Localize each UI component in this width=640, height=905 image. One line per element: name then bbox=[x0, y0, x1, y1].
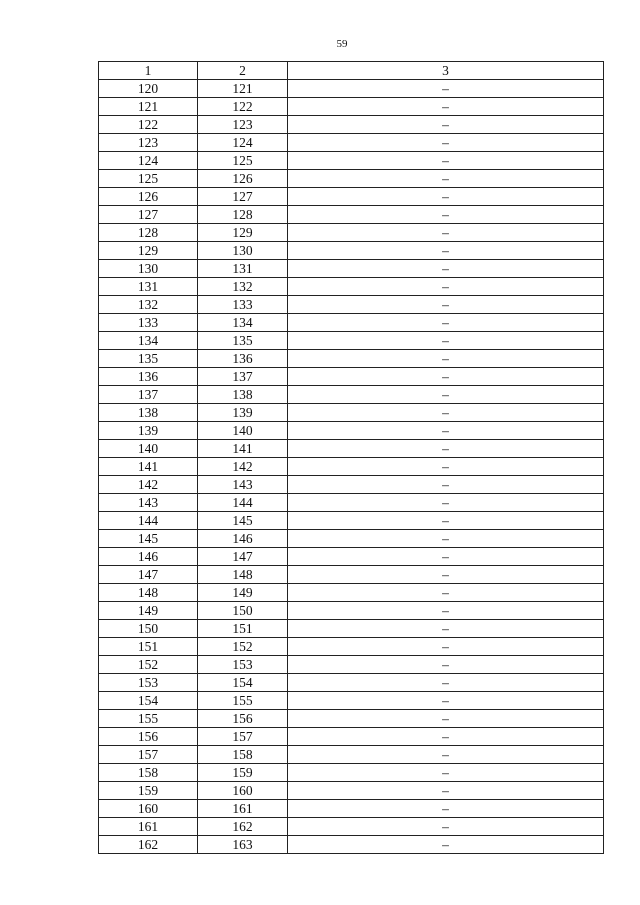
table-cell-col-2: 143 bbox=[198, 476, 288, 494]
table-row bbox=[99, 710, 604, 728]
table-cell-col-3: – bbox=[288, 746, 604, 764]
data-table bbox=[98, 61, 604, 854]
table-cell-col-3: – bbox=[288, 332, 604, 350]
table-row bbox=[99, 818, 604, 836]
table-cell-col-2: 150 bbox=[198, 602, 288, 620]
table-cell-col-3: – bbox=[288, 278, 604, 296]
table-cell-col-1: 141 bbox=[99, 458, 198, 476]
table-row bbox=[99, 80, 604, 98]
table-cell-col-2: 131 bbox=[198, 260, 288, 278]
table-cell-col-1: 159 bbox=[99, 782, 198, 800]
table-cell-col-2: 157 bbox=[198, 728, 288, 746]
table-cell-col-1: 127 bbox=[99, 206, 198, 224]
table-cell-col-3: – bbox=[288, 710, 604, 728]
table-cell-col-2: 163 bbox=[198, 836, 288, 854]
table-cell-col-1: 152 bbox=[99, 656, 198, 674]
table-cell-col-3: – bbox=[288, 368, 604, 386]
table-cell-col-1: 137 bbox=[99, 386, 198, 404]
table-cell-col-2: 124 bbox=[198, 134, 288, 152]
table-cell-col-3: – bbox=[288, 422, 604, 440]
table-row bbox=[99, 440, 604, 458]
table-cell-col-3: – bbox=[288, 260, 604, 278]
table-cell-col-2: 128 bbox=[198, 206, 288, 224]
table-cell-col-2: 134 bbox=[198, 314, 288, 332]
table-cell-col-2: 138 bbox=[198, 386, 288, 404]
table-cell-col-3: – bbox=[288, 602, 604, 620]
table-row bbox=[99, 476, 604, 494]
table-cell-col-2: 148 bbox=[198, 566, 288, 584]
table-cell-col-1: 136 bbox=[99, 368, 198, 386]
table-cell-col-3: – bbox=[288, 764, 604, 782]
table-cell-col-1: 135 bbox=[99, 350, 198, 368]
table-cell-col-1: 162 bbox=[99, 836, 198, 854]
table-cell-col-1: 147 bbox=[99, 566, 198, 584]
table-cell-col-2: 141 bbox=[198, 440, 288, 458]
table-cell-col-2: 123 bbox=[198, 116, 288, 134]
table-cell-col-1: 125 bbox=[99, 170, 198, 188]
table-cell-col-1: 154 bbox=[99, 692, 198, 710]
table-row bbox=[99, 188, 604, 206]
table-row bbox=[99, 836, 604, 854]
table-row bbox=[99, 134, 604, 152]
table-cell-col-1: 126 bbox=[99, 188, 198, 206]
table-cell-col-3: – bbox=[288, 674, 604, 692]
table-row bbox=[99, 584, 604, 602]
table-cell-col-2: 159 bbox=[198, 764, 288, 782]
table-cell-col-1: 121 bbox=[99, 98, 198, 116]
table-cell-col-2: 127 bbox=[198, 188, 288, 206]
table-cell-col-2: 160 bbox=[198, 782, 288, 800]
table-row bbox=[99, 314, 604, 332]
table-cell-col-3: – bbox=[288, 206, 604, 224]
table-row bbox=[99, 566, 604, 584]
table-cell-col-2: 140 bbox=[198, 422, 288, 440]
table-cell-col-3: – bbox=[288, 458, 604, 476]
table-cell-col-3: – bbox=[288, 170, 604, 188]
table-cell-col-3: – bbox=[288, 836, 604, 854]
table-cell-col-1: 123 bbox=[99, 134, 198, 152]
table-cell-col-1: 156 bbox=[99, 728, 198, 746]
table-row bbox=[99, 512, 604, 530]
table-cell-col-1: 148 bbox=[99, 584, 198, 602]
table-row bbox=[99, 98, 604, 116]
table-row bbox=[99, 800, 604, 818]
table-cell-col-3: – bbox=[288, 98, 604, 116]
table-cell-col-1: 124 bbox=[99, 152, 198, 170]
table-cell-col-3: – bbox=[288, 350, 604, 368]
table-cell-col-2: 132 bbox=[198, 278, 288, 296]
table-row bbox=[99, 728, 604, 746]
table-cell-col-3: – bbox=[288, 386, 604, 404]
table-cell-col-2: 129 bbox=[198, 224, 288, 242]
table-cell-col-1: 158 bbox=[99, 764, 198, 782]
table-row bbox=[99, 494, 604, 512]
table-cell-col-3: – bbox=[288, 638, 604, 656]
table-row bbox=[99, 278, 604, 296]
table-cell-col-3: – bbox=[288, 692, 604, 710]
table-row bbox=[99, 692, 604, 710]
table-cell-col-3: – bbox=[288, 494, 604, 512]
table-cell-col-1: 134 bbox=[99, 332, 198, 350]
table-cell-col-2: 151 bbox=[198, 620, 288, 638]
table-row bbox=[99, 260, 604, 278]
table-cell-col-2: 125 bbox=[198, 152, 288, 170]
table-cell-col-3: – bbox=[288, 512, 604, 530]
table-cell-col-1: 155 bbox=[99, 710, 198, 728]
table-cell-col-1: 129 bbox=[99, 242, 198, 260]
table-cell-col-2: 161 bbox=[198, 800, 288, 818]
table-row bbox=[99, 764, 604, 782]
table-cell-col-2: 144 bbox=[198, 494, 288, 512]
table-cell-col-3: – bbox=[288, 152, 604, 170]
table-cell-col-1: 145 bbox=[99, 530, 198, 548]
table-cell-col-1: 153 bbox=[99, 674, 198, 692]
table-cell-col-2: 153 bbox=[198, 656, 288, 674]
table-row bbox=[99, 116, 604, 134]
table-cell-col-2: 130 bbox=[198, 242, 288, 260]
table-cell-col-3: – bbox=[288, 80, 604, 98]
table-cell-col-2: 126 bbox=[198, 170, 288, 188]
table-cell-col-2: 156 bbox=[198, 710, 288, 728]
column-header-3: 3 bbox=[288, 62, 604, 80]
table-cell-col-1: 128 bbox=[99, 224, 198, 242]
table-row bbox=[99, 368, 604, 386]
table-cell-col-2: 121 bbox=[198, 80, 288, 98]
table-row bbox=[99, 548, 604, 566]
table-cell-col-3: – bbox=[288, 440, 604, 458]
table-row bbox=[99, 386, 604, 404]
table-header-row bbox=[99, 62, 604, 80]
table-cell-col-3: – bbox=[288, 116, 604, 134]
table-cell-col-1: 144 bbox=[99, 512, 198, 530]
table-cell-col-3: – bbox=[288, 224, 604, 242]
table-row bbox=[99, 638, 604, 656]
table-cell-col-3: – bbox=[288, 188, 604, 206]
table-cell-col-3: – bbox=[288, 818, 604, 836]
table-cell-col-2: 158 bbox=[198, 746, 288, 764]
table-cell-col-1: 142 bbox=[99, 476, 198, 494]
table-cell-col-2: 137 bbox=[198, 368, 288, 386]
table-cell-col-1: 151 bbox=[99, 638, 198, 656]
table-cell-col-2: 146 bbox=[198, 530, 288, 548]
table-row bbox=[99, 422, 604, 440]
table-body bbox=[99, 80, 604, 854]
table-cell-col-1: 150 bbox=[99, 620, 198, 638]
table-row bbox=[99, 746, 604, 764]
table-cell-col-1: 138 bbox=[99, 404, 198, 422]
table-row bbox=[99, 224, 604, 242]
table-cell-col-1: 143 bbox=[99, 494, 198, 512]
table-row bbox=[99, 152, 604, 170]
table-row bbox=[99, 674, 604, 692]
table-row bbox=[99, 332, 604, 350]
table-row bbox=[99, 602, 604, 620]
table-row bbox=[99, 620, 604, 638]
table-cell-col-3: – bbox=[288, 530, 604, 548]
table-cell-col-1: 130 bbox=[99, 260, 198, 278]
table-cell-col-1: 157 bbox=[99, 746, 198, 764]
table-cell-col-1: 160 bbox=[99, 800, 198, 818]
table-cell-col-2: 135 bbox=[198, 332, 288, 350]
table-row bbox=[99, 458, 604, 476]
table-cell-col-1: 133 bbox=[99, 314, 198, 332]
table-cell-col-3: – bbox=[288, 242, 604, 260]
table-row bbox=[99, 170, 604, 188]
table-cell-col-1: 131 bbox=[99, 278, 198, 296]
table-cell-col-2: 152 bbox=[198, 638, 288, 656]
table-cell-col-2: 145 bbox=[198, 512, 288, 530]
table-cell-col-2: 133 bbox=[198, 296, 288, 314]
table-row bbox=[99, 350, 604, 368]
table-cell-col-3: – bbox=[288, 620, 604, 638]
table-cell-col-1: 122 bbox=[99, 116, 198, 134]
table-cell-col-3: – bbox=[288, 134, 604, 152]
table-cell-col-3: – bbox=[288, 314, 604, 332]
table-cell-col-1: 132 bbox=[99, 296, 198, 314]
page-number: 59 bbox=[336, 38, 348, 50]
table-cell-col-3: – bbox=[288, 728, 604, 746]
table-cell-col-1: 161 bbox=[99, 818, 198, 836]
table-cell-col-3: – bbox=[288, 476, 604, 494]
table-row bbox=[99, 242, 604, 260]
table-row bbox=[99, 404, 604, 422]
column-header-1: 1 bbox=[99, 62, 198, 80]
table-cell-col-1: 146 bbox=[99, 548, 198, 566]
table-row bbox=[99, 782, 604, 800]
table-cell-col-2: 149 bbox=[198, 584, 288, 602]
column-header-2: 2 bbox=[198, 62, 288, 80]
table-cell-col-3: – bbox=[288, 404, 604, 422]
table-cell-col-3: – bbox=[288, 584, 604, 602]
table-cell-col-1: 139 bbox=[99, 422, 198, 440]
table-cell-col-2: 122 bbox=[198, 98, 288, 116]
table-cell-col-3: – bbox=[288, 800, 604, 818]
table-cell-col-3: – bbox=[288, 566, 604, 584]
table-cell-col-3: – bbox=[288, 782, 604, 800]
table-cell-col-2: 139 bbox=[198, 404, 288, 422]
table-cell-col-3: – bbox=[288, 548, 604, 566]
table-row bbox=[99, 206, 604, 224]
table-row bbox=[99, 530, 604, 548]
table-cell-col-2: 155 bbox=[198, 692, 288, 710]
table-cell-col-3: – bbox=[288, 656, 604, 674]
table-cell-col-2: 142 bbox=[198, 458, 288, 476]
table-cell-col-2: 162 bbox=[198, 818, 288, 836]
table-cell-col-1: 140 bbox=[99, 440, 198, 458]
table-cell-col-1: 120 bbox=[99, 80, 198, 98]
table-row bbox=[99, 296, 604, 314]
table-cell-col-2: 136 bbox=[198, 350, 288, 368]
table-cell-col-2: 147 bbox=[198, 548, 288, 566]
table-cell-col-1: 149 bbox=[99, 602, 198, 620]
table-header bbox=[99, 62, 604, 80]
table-row bbox=[99, 656, 604, 674]
table-cell-col-2: 154 bbox=[198, 674, 288, 692]
table-cell-col-3: – bbox=[288, 296, 604, 314]
